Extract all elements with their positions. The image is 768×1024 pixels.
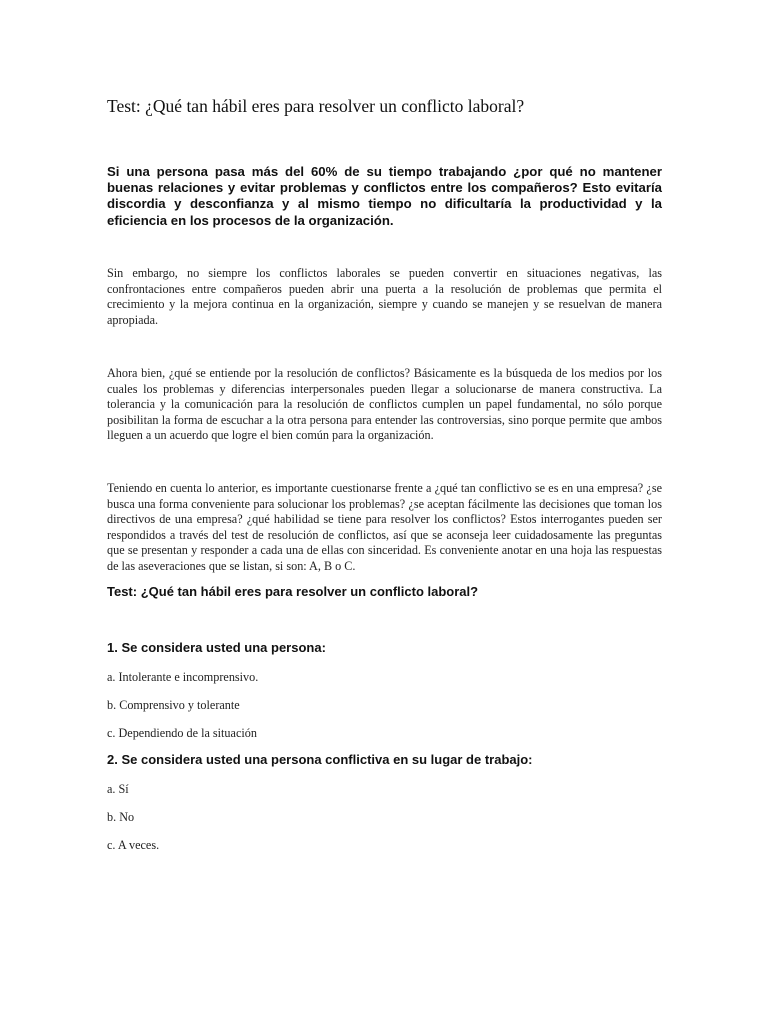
question-1-option-a: a. Intolerante e incomprensivo. — [107, 670, 259, 684]
question-2-option-a: a. Sí — [107, 782, 129, 796]
body-paragraph-2: Ahora bien, ¿qué se entiende por la resolución de conflictos? Básicamente es la búsqueda de los medios por los cuales los problemas y diferencias interpersonales pueden llegar a solucionarse de manera constructiva. La tolerancia y la comunicación para la resolución de conflictos cumplen un papel fundamental, no sólo porque posibilitan la forma de escuchar a la otra persona para entender las controversias, sino porque permite que ambos lleguen a un acuerdo que logre el bien común para la organización. — [107, 366, 662, 443]
question-1-option-c: c. Dependiendo de la situación — [107, 726, 257, 740]
question-1: 1. Se considera usted una persona: — [107, 640, 326, 655]
question-2-option-b: b. No — [107, 810, 135, 824]
question-2: 2. Se considera usted una persona conflictiva en su lugar de trabajo: — [107, 752, 533, 767]
question-1-option-b: b. Comprensivo y tolerante — [107, 698, 240, 712]
intro-paragraph: Si una persona pasa más del 60% de su tiempo trabajando ¿por qué no mantener buenas relaciones y evitar problemas y conflictos entre los compañeros? Esto evitaría discordia y desconfianza y al mismo tiempo no dificultaría la productividad y la eficiencia en los procesos de la organización. — [107, 164, 662, 228]
document-title: Test: ¿Qué tan hábil eres para resolver un conflicto laboral? — [107, 96, 525, 116]
body-paragraph-1: Sin embargo, no siempre los conflictos laborales se pueden convertir en situaciones negativas, las confrontaciones entre compañeros pueden abrir una puerta a la resolución de problemas que permita el crecimiento y la mejora continua en la organización, siempre y cuando se manejen y se resuelvan de manera apropiada. — [107, 266, 662, 327]
question-2-option-c: c. A veces. — [107, 838, 160, 852]
test-heading: Test: ¿Qué tan hábil eres para resolver un conflicto laboral? — [107, 584, 479, 599]
body-paragraph-3: Teniendo en cuenta lo anterior, es importante cuestionarse frente a ¿qué tan conflictivo se es en una empresa? ¿se busca una forma conveniente para solucionar los problemas? ¿se aceptan fácilmente las decisiones que toman los directivos de una empresa? ¿qué habilidad se tiene para resolver los conflictos? Estos interrogantes pueden ser respondidos a través del test de resolución de conflictos, así que se aconseja leer cuidadosamente las preguntas que se presentan y responder a cada una de ellas con sinceridad. Es conveniente anotar en una hoja las respuestas de las aseveraciones que se listan, si son: A, B o C. — [107, 481, 662, 573]
